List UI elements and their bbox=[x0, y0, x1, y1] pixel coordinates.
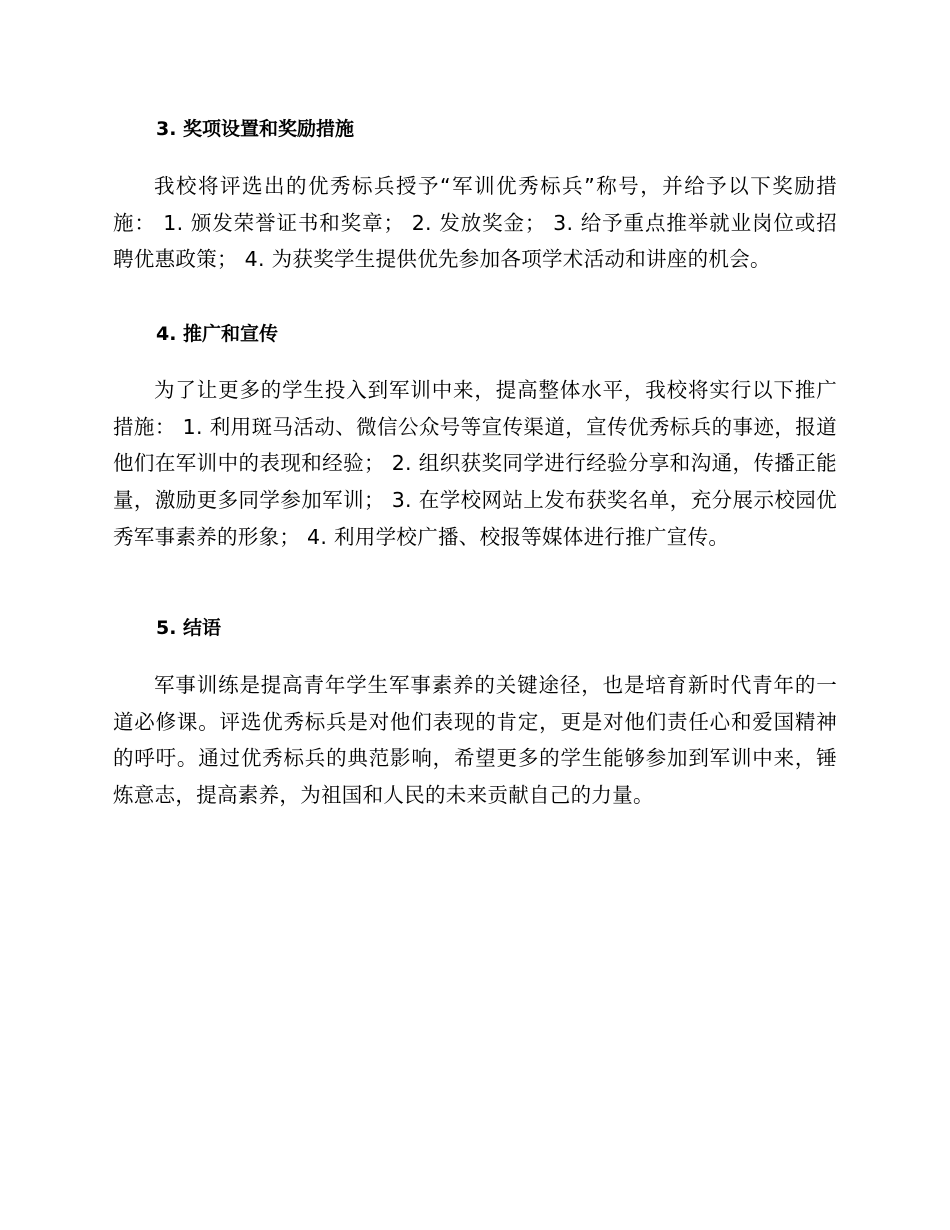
section-heading-conclusion: 5. 结语 bbox=[156, 617, 222, 639]
section-heading-awards: 3. 奖项设置和奖励措施 bbox=[156, 118, 355, 140]
section-paragraph-promotion: 为了让更多的学生投入到军训中来，提高整体水平，我校将实行以下推广措施： 1. 利用斑马活动、微信公众号等宣传渠道，宣传优秀标兵的事迹，报道他们在军训中的表现和经验； 2. 组织获奖同学进行经验分享和沟通，传播正能量，激励更多同学参加军训； 3. 在学校网站上发布获奖名单，充分展示校园优秀军事素养的形象； 4. 利用学校广播、校报等媒体进行推广宣传。 bbox=[113, 378, 837, 549]
section-heading-promotion: 4. 推广和宣传 bbox=[156, 323, 279, 345]
section-paragraph-conclusion: 军事训练是提高青年学生军事素养的关键途径，也是培育新时代青年的一道必修课。评选优秀标兵是对他们表现的肯定，更是对他们责任心和爱国精神的呼吁。通过优秀标兵的典范影响，希望更多的学生能够参加到军训中来，锤炼意志，提高素养，为祖国和人民的未来贡献自己的力量。 bbox=[113, 673, 837, 808]
section-paragraph-awards: 我校将评选出的优秀标兵授予“军训优秀标兵”称号，并给予以下奖励措施： 1. 颁发荣誉证书和奖章； 2. 发放奖金； 3. 给予重点推举就业岗位或招聘优惠政策； 4. 为获奖学生提供优先参加各项学术活动和讲座的机会。 bbox=[113, 174, 837, 272]
